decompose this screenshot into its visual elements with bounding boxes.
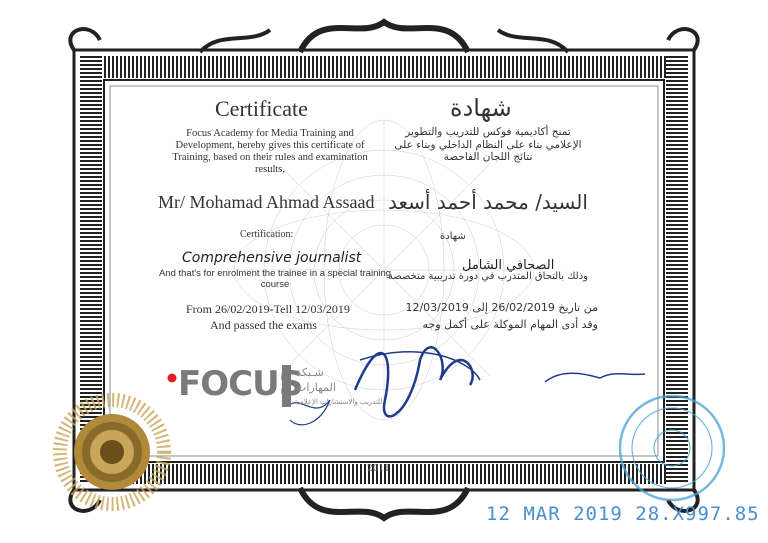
tasks-completed-arabic: وقد أدى المهام الموكلة على أكمل وجه <box>422 318 598 331</box>
title-arabic: شهادة <box>450 94 512 122</box>
recipient-name-arabic: السيد/ محمد أحمد أسعد <box>388 190 588 214</box>
enrolment-note-arabic: وذلك بالتحاق المتدرب في دورة تدريبية متخصصة <box>387 271 588 282</box>
training-dates-english: From 26/02/2019-Tell 12/03/2019 <box>186 302 350 316</box>
body-text-english: Focus Academy for Media Training and Development, hereby gives this certificate of Training, based on their rules and examination results, <box>172 128 368 175</box>
logo-arabic-line3: للتدريب والاستشارات الإعلامية <box>294 398 383 406</box>
course-title-english: Comprehensive journalist <box>182 250 362 266</box>
body-text-arabic: تمنح أكاديمية فوكس للتدريب والتطوير الإعلامي بناء على النظام الداخلي وبناء على نتائج اللجان الفاحصة <box>394 126 582 163</box>
enrolment-note-english: And that's for enrolment the trainee in a special training course <box>158 268 392 290</box>
exams-passed-english: And passed the exams <box>210 318 317 332</box>
recipient-name-english: Mr/ Mohamad Ahmad Assaad <box>158 192 375 212</box>
focus-logo-text: FOCUS <box>178 364 303 404</box>
logo-arabic-line2: المهارات <box>296 381 336 394</box>
certification-label-arabic: شهادة <box>440 231 466 242</box>
title-english: Certificate <box>215 96 308 121</box>
border-year: 2011 <box>367 464 390 474</box>
course-title-arabic: الصحافي الشامل <box>462 258 555 273</box>
logo-arabic-line1: شـبكة <box>296 366 324 379</box>
training-dates-arabic: من تاريخ 26/02/2019 إلى 12/03/2019 <box>405 301 598 314</box>
certification-label-english: Certification: <box>240 229 294 240</box>
stamp-code: 12 MAR 2019 28.X997.85 <box>486 503 760 525</box>
